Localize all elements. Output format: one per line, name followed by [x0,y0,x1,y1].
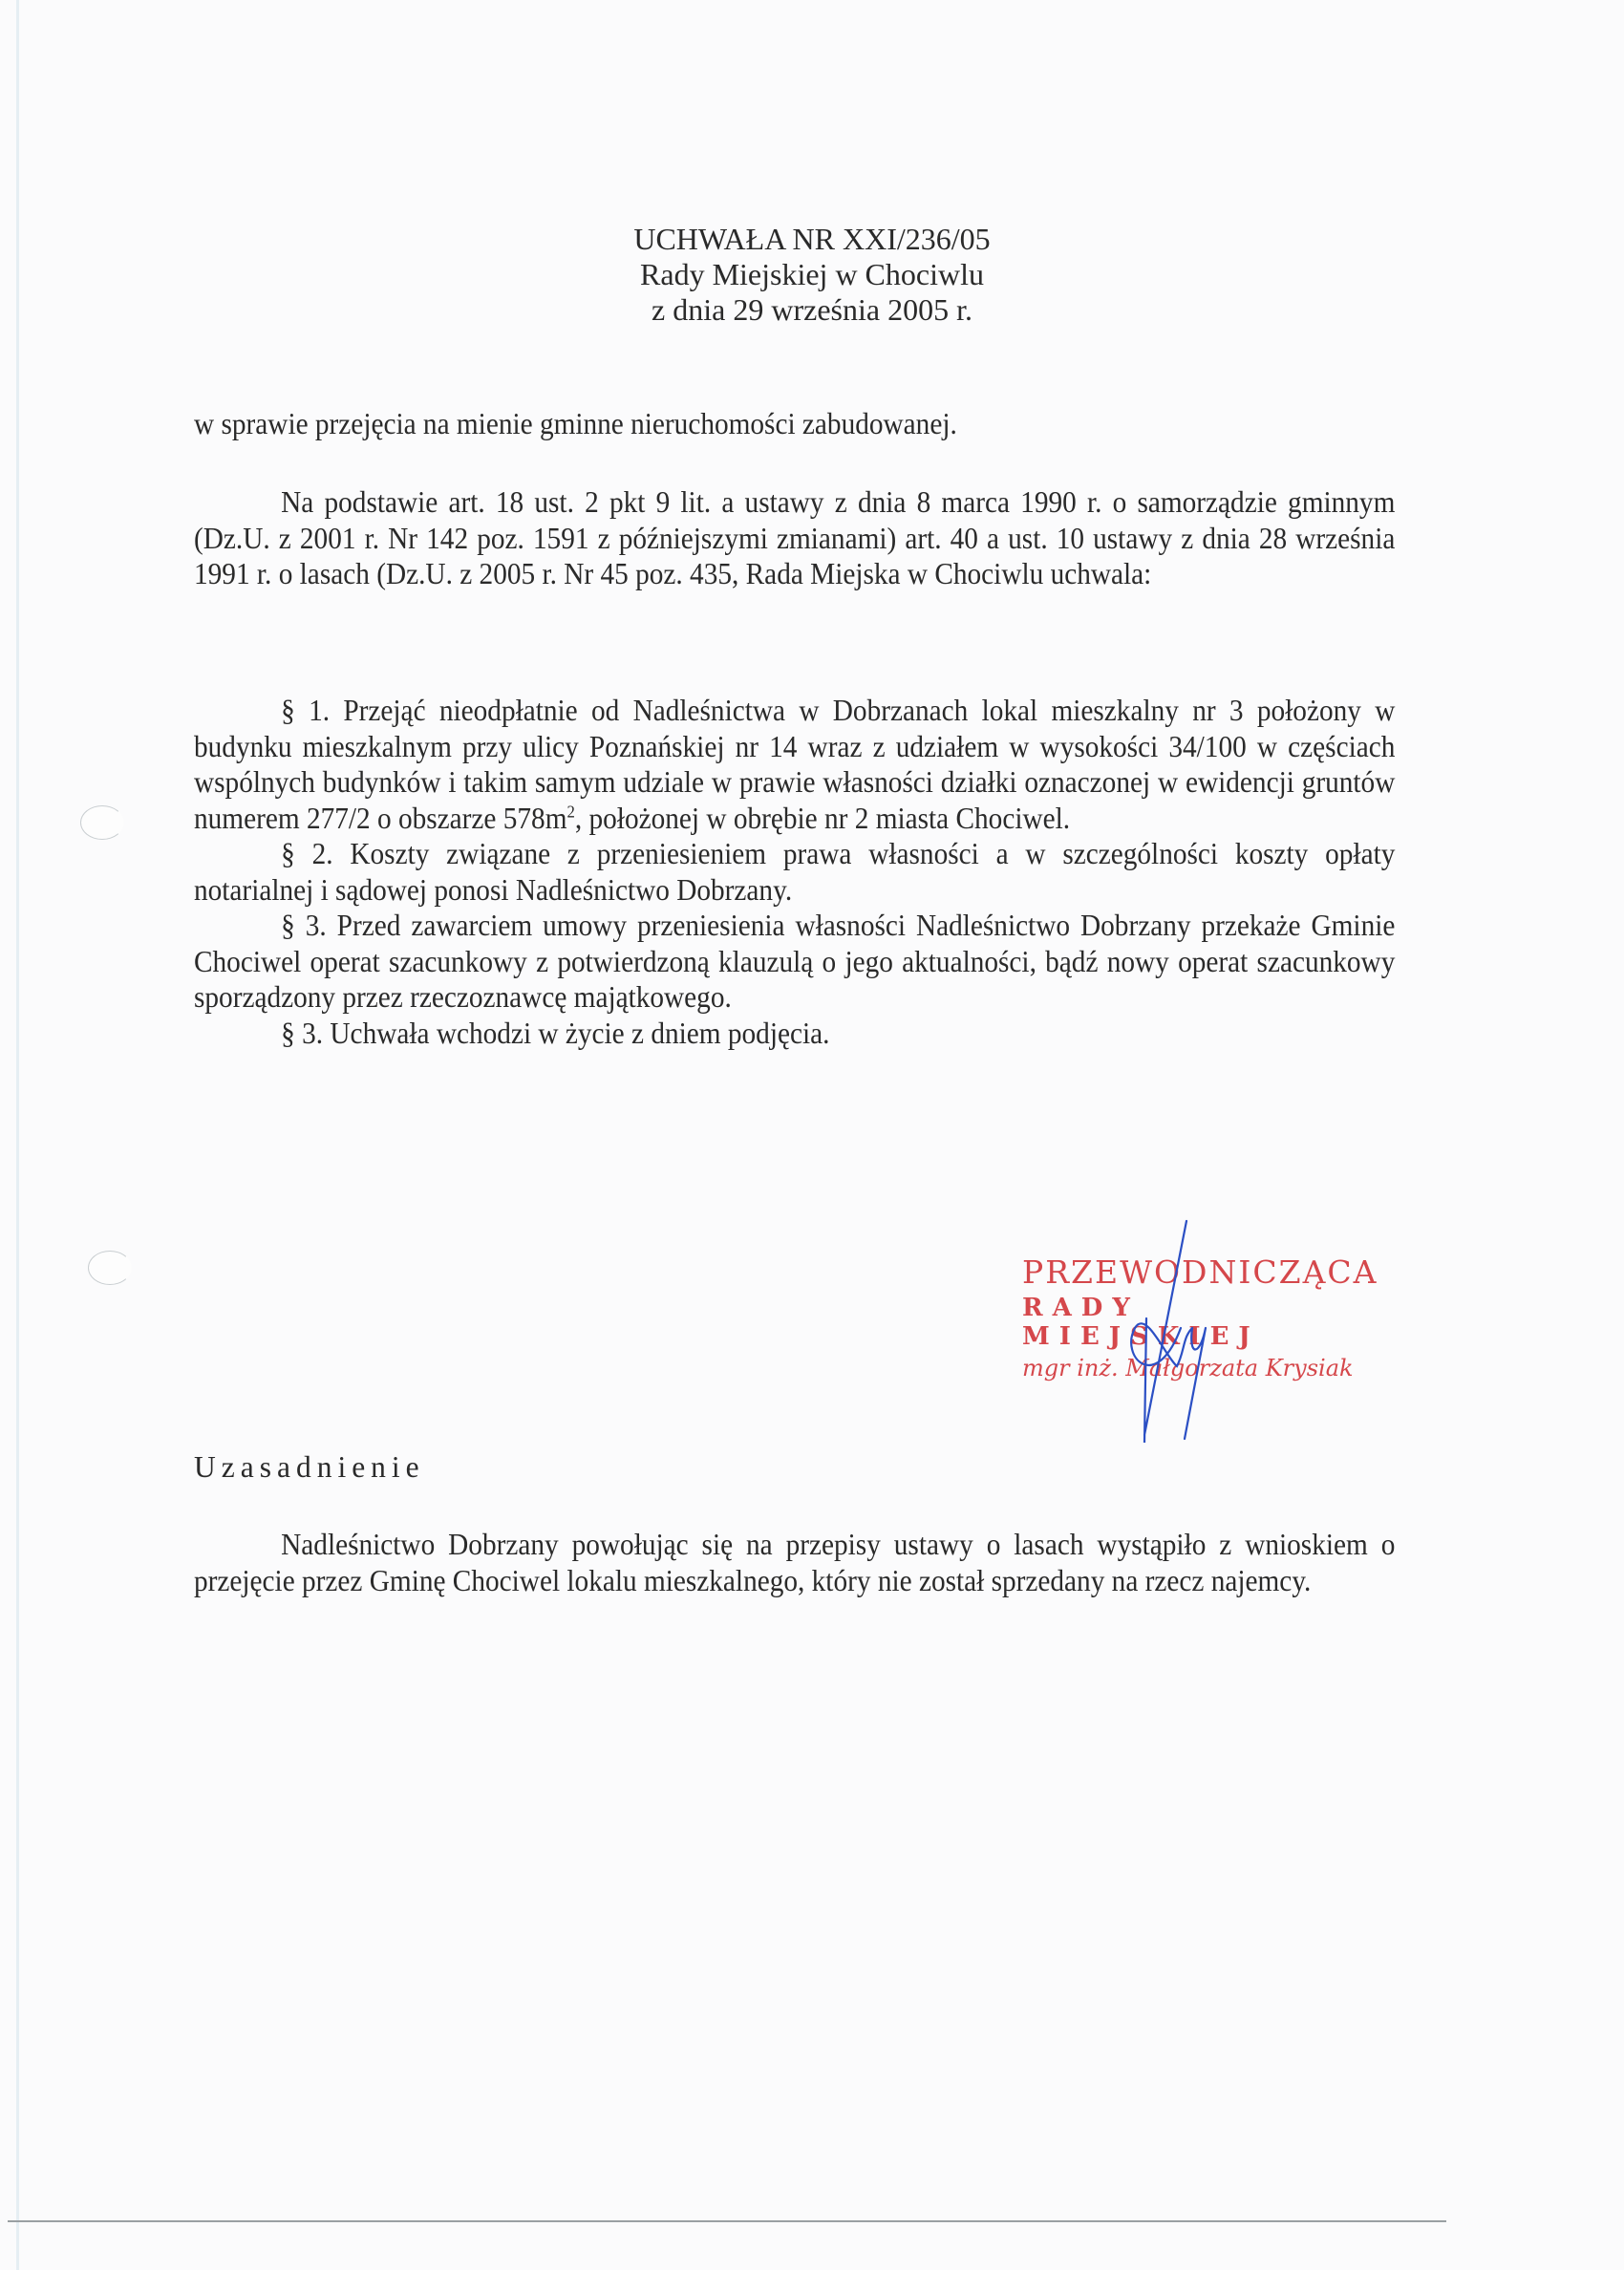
subject-text: w sprawie przejęcia na mienie gminne nieruchomości zabudowanej. [194,407,957,440]
section-4: § 3. Uchwała wchodzi w życie z dniem podjęcia. [281,1016,830,1050]
resolution-subject [194,406,1395,442]
scan-edge-left [16,0,19,2270]
stamp-council: RADY MIEJSKIEJ [1022,1294,1260,1351]
stamp-title: PRZEWODNICZĄCA [1022,1253,1378,1291]
resolution-sections [194,693,1395,1051]
legal-basis-text: Na podstawie art. 18 ust. 2 pkt 9 lit. a ustawy z dnia 8 marca 1990 r. o samorządzie gminnym (Dz.U. z 2001 r. Nr 142 poz. 1591 z późniejszymi zmianami) art. 40 a ust. 10 ustawy z dnia 28 września 1991 r. o lasach (Dz.U. z 2005 r. Nr 45 poz. 435, Rada Miejska w Chociwlu uchwala: [194,485,1396,590]
justification-text: Nadleśnictwo Dobrzany powołując się na przepisy ustawy o lasach wystąpiło z wnioskiem o przejęcie przez Gminę Chociwel lokalu mieszkalnego, który nie został sprzedany na rzecz najemcy. [194,1528,1396,1597]
stamp-name: mgr inż. Małgorzata Krysiak [1022,1355,1354,1381]
resolution-issuer: Rady Miejskiej w Chociwlu [640,257,984,291]
resolution-title: UCHWAŁA NR XXI/236/05 [633,222,991,256]
justification [194,1527,1395,1598]
signature-stroke [1131,1221,1206,1443]
scan-edge-bottom [8,2220,1446,2222]
section-1-text: § 1. Przejąć nieodpłatnie od Nadleśnictwa w Dobrzanach lokal mieszkalny nr 3 położony w budynku mieszkalnym przy ulicy Poznańskiej nr 14 wraz z udziałem w wysokości 34/100 w częściach wspólnych budynków i takim samym udziale w prawie własności działki oznaczonej w ewidencji gruntów numerem 277/2 o obszarze 578m [194,694,1396,835]
section-1 [194,693,1395,836]
justification-heading: Uzasadnienie [194,1450,425,1484]
punch-hole-top [80,805,124,840]
section-3: § 3. Przed zawarciem umowy przeniesienia własności Nadleśnictwo Dobrzany przekaże Gminie Chociwel operat szacunkowy z potwierdzoną klauzulą o jego aktualności, bądź nowy operat szacunkowy sporządzony przez rzeczoznawcę majątkowego. [194,909,1396,1014]
section-2: § 2. Koszty związane z przeniesieniem prawa własności a w szczególności koszty opłaty notarialnej i sądowej ponosi Nadleśnictwo Dobrzany. [194,837,1396,907]
handwritten-signature [1118,1213,1232,1443]
punch-hole-bottom [88,1251,132,1285]
section-1-text-end: , położonej w obrębie nr 2 miasta Chociwel. [574,801,1071,835]
section-1-superscript: 2 [566,802,575,821]
legal-basis [194,484,1395,592]
resolution-header [0,222,1624,328]
resolution-date: z dnia 29 września 2005 r. [652,292,972,327]
